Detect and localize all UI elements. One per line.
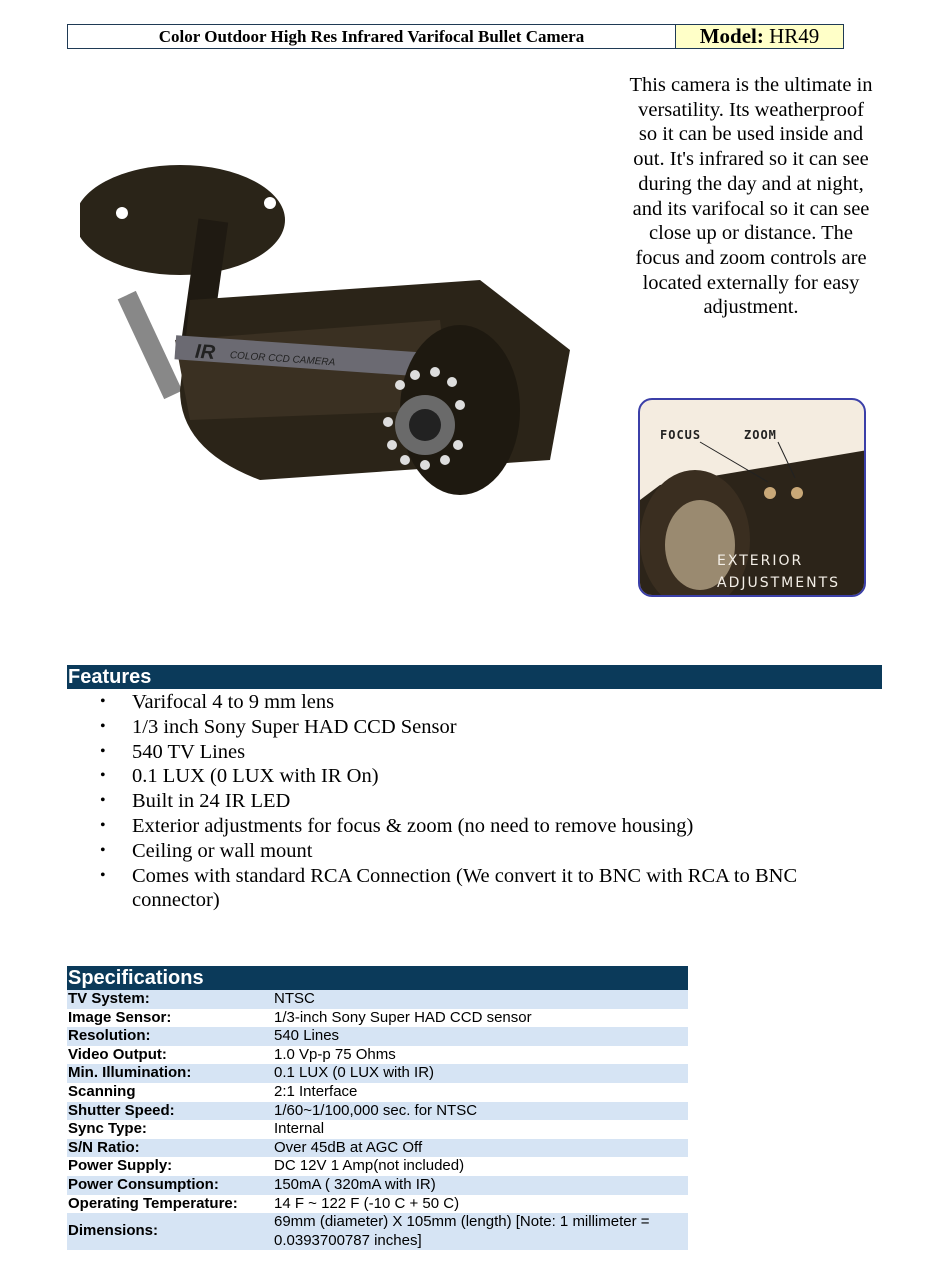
spec-label: Scanning — [68, 1082, 136, 1100]
model-cell — [676, 25, 843, 48]
camera-ir-label: IR — [194, 340, 216, 364]
spec-value: 0.1 LUX (0 LUX with IR) — [274, 1064, 435, 1082]
spec-value: Over 45dB at AGC Off — [274, 1138, 423, 1156]
spec-value: 1/3-inch Sony Super HAD CCD sensor — [274, 1008, 532, 1026]
spec-row — [67, 1027, 688, 1046]
spec-label: Image Sensor: — [68, 1008, 172, 1026]
spec-row — [67, 1139, 688, 1158]
spec-label: Resolution: — [68, 1027, 151, 1045]
spec-value: 150mA ( 320mA with IR) — [274, 1175, 436, 1193]
spec-row — [67, 1102, 688, 1121]
spec-value: 2:1 Interface — [274, 1082, 358, 1100]
camera-image — [80, 160, 590, 500]
spec-value: 69mm (diameter) X 105mm (length) [Note: 1 millimeter = 0.0393700787 inches] — [274, 1213, 650, 1249]
spec-value: 14 F ~ 122 F (-10 C + 50 C) — [274, 1194, 460, 1212]
feature-item: • Comes with standard RCA Connection (We convert it to BNC with RCA to BNC connector) — [100, 864, 860, 914]
spec-label: TV System: — [68, 990, 150, 1007]
spec-value: 1/60~1/100,000 sec. for NTSC — [274, 1101, 478, 1119]
specifications-heading: Specifications — [67, 966, 688, 990]
spec-row — [67, 1120, 688, 1139]
exterior-adjustments-image — [638, 398, 866, 597]
spec-value: DC 12V 1 Amp(not included) — [274, 1157, 465, 1175]
feature-item: • 1/3 inch Sony Super HAD CCD Sensor — [100, 715, 860, 740]
model-value: HR49 — [769, 24, 820, 48]
spec-value: 1.0 Vp-p 75 Ohms — [274, 1045, 396, 1063]
feature-item: • 540 TV Lines — [100, 740, 860, 765]
adjustments-label: ADJUSTMENTS — [717, 575, 841, 591]
feature-item: • Ceiling or wall mount — [100, 839, 860, 864]
spec-label: Min. Illumination: — [68, 1064, 192, 1082]
spec-row — [67, 1157, 688, 1176]
focus-label: FOCUS — [660, 428, 702, 442]
spec-row — [67, 1046, 688, 1065]
product-title: Color Outdoor High Res Infrared Varifocal Bullet Camera — [68, 25, 676, 48]
spec-label: Power Consumption: — [68, 1175, 219, 1193]
spec-row — [67, 1176, 688, 1195]
title-box — [67, 24, 844, 49]
spec-value: Internal — [274, 1120, 325, 1138]
spec-value: 540 Lines — [274, 1027, 340, 1045]
spec-row — [67, 990, 688, 1009]
feature-item: • Exterior adjustments for focus & zoom (no need to remove housing) — [100, 814, 860, 839]
feature-item: • 0.1 LUX (0 LUX with IR On) — [100, 764, 860, 789]
features-list — [100, 690, 860, 913]
spec-label: Video Output: — [68, 1045, 167, 1063]
feature-item: • Built in 24 IR LED — [100, 789, 860, 814]
spec-label: Dimensions: — [68, 1222, 159, 1240]
spec-row — [67, 1009, 688, 1028]
spec-row — [67, 1064, 688, 1083]
spec-label: Operating Temperature: — [68, 1194, 238, 1212]
model-label: Model: — [699, 24, 764, 48]
product-description: This camera is the ultimate in versatility. Its weatherproof so it can be used inside and out. It's infrared so it can see during the day and at night, and its varifocal so it can see close up or distance. The focus and zoom controls are located externally for easy adjustment. — [629, 74, 873, 319]
spec-row — [67, 1083, 688, 1102]
features-heading: Features — [67, 665, 882, 689]
specifications-table — [67, 990, 688, 1250]
feature-item: • Varifocal 4 to 9 mm lens — [100, 690, 860, 715]
spec-value: NTSC — [274, 990, 315, 1007]
spec-row — [67, 1213, 688, 1250]
camera-model-label: COLOR CCD CAMERA — [229, 350, 336, 369]
exterior-label: EXTERIOR — [717, 553, 804, 569]
spec-label: S/N Ratio: — [68, 1138, 140, 1156]
spec-row — [67, 1195, 688, 1214]
zoom-label: ZOOM — [744, 428, 777, 442]
spec-label: Sync Type: — [68, 1120, 147, 1138]
spec-label: Shutter Speed: — [68, 1101, 175, 1119]
spec-label: Power Supply: — [68, 1157, 173, 1175]
